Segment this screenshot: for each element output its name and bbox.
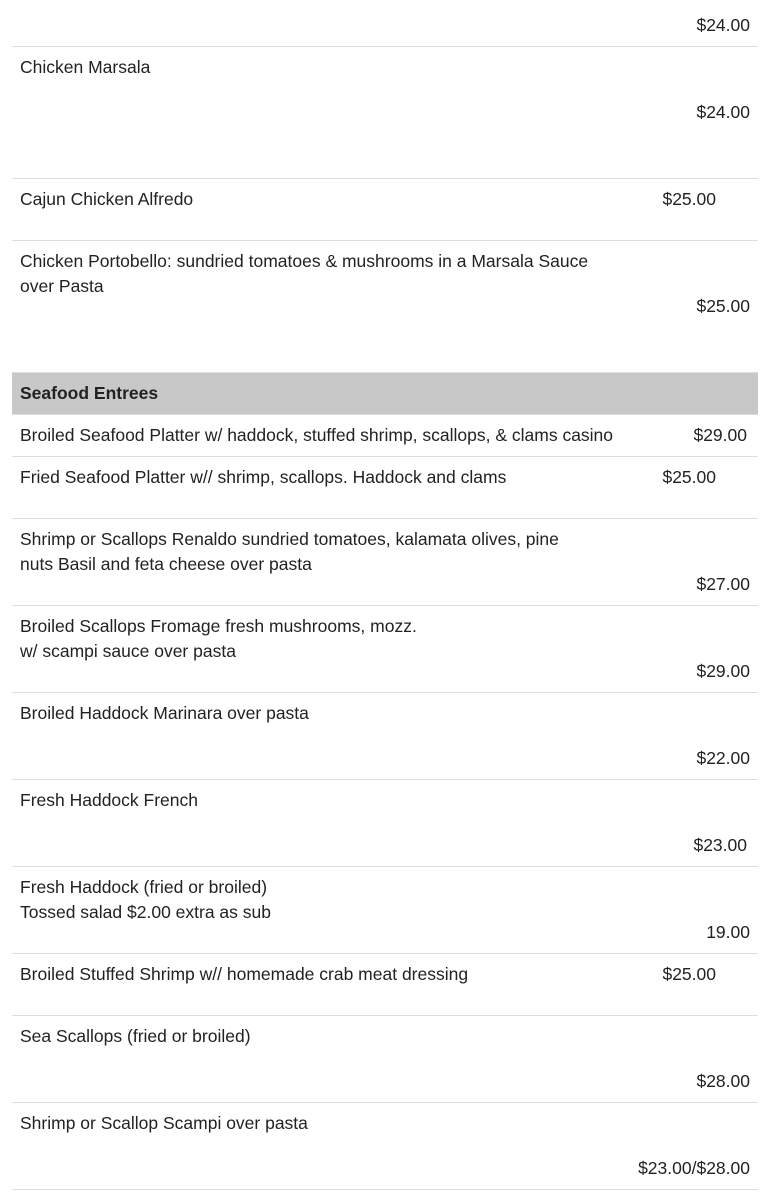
item-name-line1: Shrimp or Scallops Renaldo sundried tomatoes, kalamata olives, pine [20, 529, 559, 549]
item-name: Sea Scallops (fried or broiled) [20, 1026, 251, 1046]
item-name: Chicken Marsala [20, 57, 151, 77]
item-price: $25.00 [662, 189, 716, 209]
menu-row [12, 606, 758, 693]
menu-row [12, 47, 758, 179]
section-title: Seafood Entrees [20, 383, 159, 403]
item-name-line2: over Pasta [20, 276, 104, 296]
item-price: $25.00 [696, 296, 750, 316]
menu-row [12, 415, 758, 457]
menu-row [12, 954, 758, 1016]
item-price: $29.00 [693, 425, 747, 445]
item-name-line2: Tossed salad $2.00 extra as sub [20, 902, 271, 922]
item-name-line1: Fresh Haddock (fried or broiled) [20, 877, 268, 897]
item-name-line2: nuts Basil and feta cheese over pasta [20, 554, 312, 574]
item-price: $23.00/$28.00 [638, 1158, 750, 1178]
item-name: Fried Seafood Platter w// shrimp, scallops. Haddock and clams [20, 467, 507, 487]
item-price: $23.00 [693, 835, 747, 855]
item-price: $24.00 [696, 15, 750, 35]
menu-row [12, 0, 758, 47]
item-price: $27.00 [696, 574, 750, 594]
menu-row [12, 1103, 758, 1190]
item-price: $25.00 [662, 964, 716, 984]
menu-row [12, 693, 758, 780]
item-name: Broiled Seafood Platter w/ haddock, stuffed shrimp, scallops, & clams casino [20, 425, 614, 445]
item-name-line2: w/ scampi sauce over pasta [20, 641, 236, 661]
item-name-line1: Broiled Scallops Fromage fresh mushrooms, mozz. [20, 616, 417, 636]
item-name: Shrimp or Scallop Scampi over pasta [20, 1113, 308, 1133]
item-price: 19.00 [706, 922, 750, 942]
menu-row [12, 179, 758, 241]
item-price: $24.00 [696, 102, 750, 122]
item-name: Cajun Chicken Alfredo [20, 189, 194, 209]
item-name-line1: Chicken Portobello: sundried tomatoes & mushrooms in a Marsala Sauce [20, 251, 589, 271]
menu-row [12, 1016, 758, 1103]
item-price: $22.00 [696, 748, 750, 768]
item-name: Broiled Haddock Marinara over pasta [20, 703, 309, 723]
section-header [12, 373, 758, 415]
item-price: $29.00 [696, 661, 750, 681]
menu-row [12, 241, 758, 373]
item-name: Broiled Stuffed Shrimp w// homemade crab meat dressing [20, 964, 469, 984]
item-name: Fresh Haddock French [20, 790, 198, 810]
menu-row [12, 780, 758, 867]
menu-row [12, 519, 758, 606]
menu-row [12, 457, 758, 519]
item-price: $25.00 [662, 467, 716, 487]
menu-row [12, 867, 758, 954]
item-price: $28.00 [696, 1071, 750, 1091]
